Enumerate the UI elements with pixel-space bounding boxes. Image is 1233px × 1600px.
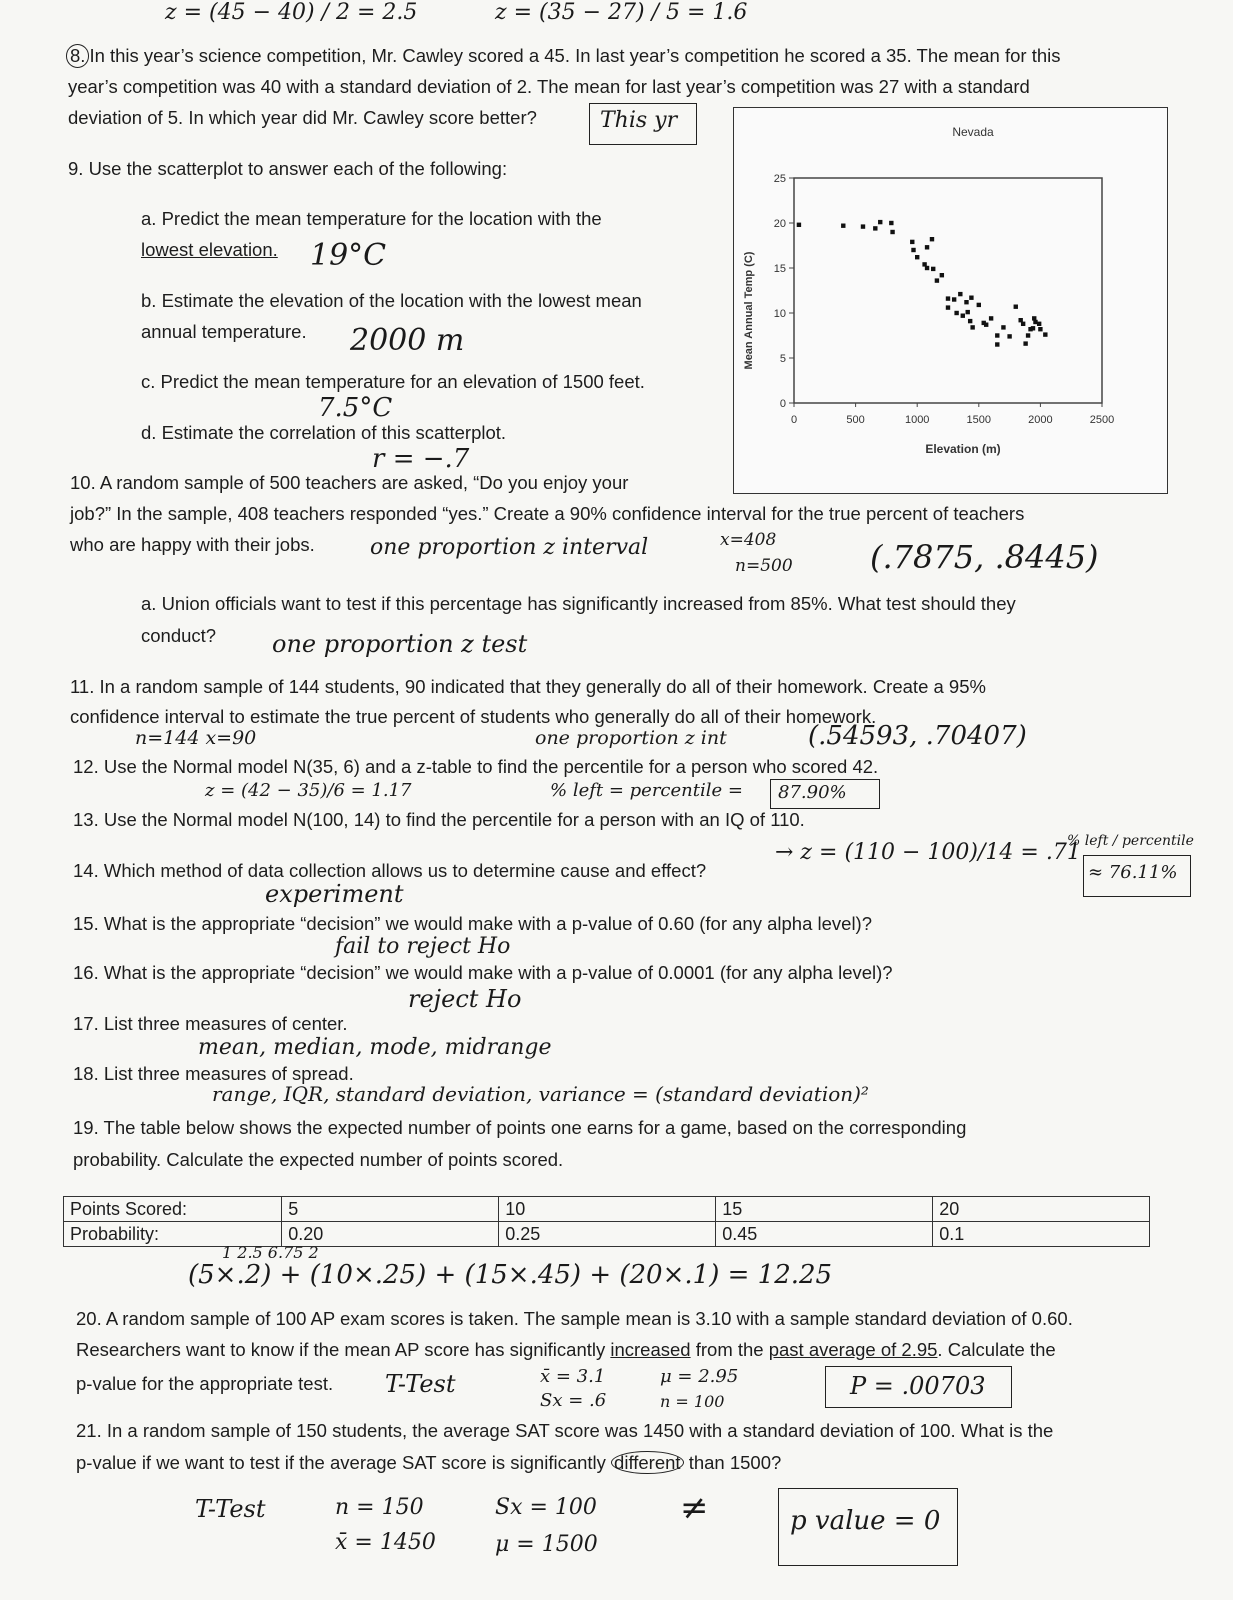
- q21-line2-pre: p-value if we want to test if the average SAT score is significantly: [76, 1452, 612, 1473]
- data-point: [946, 305, 950, 309]
- q21-line2-post: than 1500?: [683, 1452, 782, 1473]
- data-point: [1043, 332, 1047, 336]
- data-point: [946, 296, 950, 300]
- q16-text: 16. What is the appropriate “decision” we would make with a p-value of 0.0001 (for any alpha level)?: [73, 962, 893, 983]
- data-point: [915, 255, 919, 259]
- data-point: [797, 223, 801, 227]
- y-axis-label: Mean Annual Temp (C): [743, 251, 755, 370]
- q12-text: 12. Use the Normal model N(35, 6) and a z-table to find the percentile for a person who scored 42.: [73, 756, 879, 777]
- q11-given: n=144 x=90: [135, 727, 257, 749]
- chart-title: Nevada: [952, 125, 994, 139]
- data-point: [910, 240, 914, 244]
- q21-mu: μ = 1500: [495, 1532, 598, 1557]
- q16-answer: reject Ho: [408, 985, 522, 1013]
- data-point: [952, 297, 956, 301]
- y-tick-label: 10: [773, 308, 786, 320]
- data-point: [935, 278, 939, 282]
- data-point: [878, 220, 882, 224]
- data-point: [977, 303, 981, 307]
- data-point: [954, 311, 958, 315]
- probability-cell: 0.20: [282, 1222, 499, 1247]
- q11-line1: 11. In a random sample of 144 students, 90 indicated that they generally do all of their homework. Create a 95%: [70, 676, 986, 697]
- q10a-answer: one proportion z test: [272, 630, 528, 658]
- data-point: [931, 267, 935, 271]
- q12-z: z = (42 − 35)/6 = 1.17: [205, 780, 412, 801]
- q20-line2-mid: from the: [690, 1339, 769, 1360]
- q10-line1: 10. A random sample of 500 teachers are asked, “Do you enjoy your: [70, 472, 629, 493]
- q20-sx: Sx = .6: [540, 1390, 607, 1411]
- x-tick-label: 1000: [904, 414, 930, 426]
- probability-cell: 0.1: [933, 1222, 1150, 1247]
- q9b-line1: b. Estimate the elevation of the location with the lowest mean: [141, 290, 642, 311]
- y-tick-label: 20: [773, 218, 786, 230]
- q8-line1: [66, 40, 1060, 72]
- q11-line2: confidence interval to estimate the true percent of students who generally do all of their homework.: [70, 706, 877, 727]
- q14-text: 14. Which method of data collection allows us to determine cause and effect?: [73, 860, 707, 881]
- y-tick-label: 5: [779, 353, 786, 365]
- data-point: [861, 224, 865, 228]
- table-row: [64, 1197, 1150, 1222]
- q12-answer: 87.90%: [778, 782, 847, 803]
- scatterplot-svg: [734, 108, 1167, 493]
- hw-z-this-year: z = (45 − 40) / 2 = 2.5: [165, 0, 418, 25]
- q9a-line2: lowest elevation.: [141, 239, 278, 260]
- data-point: [841, 224, 845, 228]
- q19-partials: 1 2.5 6.75 2: [222, 1243, 319, 1262]
- q9d-text: d. Estimate the correlation of this scatterplot.: [141, 422, 507, 443]
- q20-answer: P = .00703: [850, 1372, 986, 1400]
- q13-percentile-label: % left / percentile: [1067, 833, 1194, 849]
- data-point: [925, 245, 929, 249]
- x-tick-label: 2000: [1028, 414, 1053, 426]
- q21-sx: Sx = 100: [495, 1495, 597, 1520]
- data-point: [873, 226, 877, 230]
- q10a-line1: a. Union officials want to test if this percentage has significantly increased from 85%. What test should they: [141, 593, 1016, 614]
- data-point: [961, 314, 965, 318]
- x-tick-label: 500: [846, 414, 865, 426]
- data-point: [958, 292, 962, 296]
- q20-line2: [76, 1334, 1056, 1366]
- q21-different: different: [611, 1451, 684, 1474]
- q10-line2: job?” In the sample, 408 teachers responded “yes.” Create a 90% confidence interval for the true percent of teachers: [70, 503, 1025, 524]
- data-point: [940, 273, 944, 277]
- q20-mu: μ = 2.95: [660, 1366, 739, 1387]
- data-point: [1007, 334, 1011, 338]
- q10a-line2: conduct?: [141, 625, 217, 646]
- data-point: [1037, 322, 1041, 326]
- data-point: [911, 248, 915, 252]
- q19-line2: probability. Calculate the expected number of points scored.: [73, 1149, 564, 1170]
- points-cell: 20: [933, 1197, 1150, 1222]
- q20-line3: p-value for the appropriate test.: [76, 1373, 334, 1394]
- q21-answer: p value = 0: [790, 1506, 941, 1536]
- q20-line2-post: . Calculate the: [937, 1339, 1056, 1360]
- q11-method: one proportion z int: [535, 727, 727, 749]
- data-point: [968, 319, 972, 323]
- y-tick-label: 0: [779, 398, 786, 410]
- data-point: [1014, 305, 1018, 309]
- q20-line2-pre: Researchers want to know if the mean AP score has significantly: [76, 1339, 611, 1360]
- points-cell: 5: [282, 1197, 499, 1222]
- q20-xbar: x̄ = 3.1: [540, 1366, 606, 1387]
- data-point: [995, 342, 999, 346]
- q21-test: T-Test: [195, 1495, 266, 1523]
- data-point: [964, 300, 968, 304]
- q11-interval: (.54593, .70407): [808, 721, 1027, 751]
- data-point: [1031, 326, 1035, 330]
- q21-line1: 21. In a random sample of 150 students, the average SAT score was 1450 with a standard deviation of 100. What is the: [76, 1420, 1054, 1441]
- data-point: [925, 266, 929, 270]
- q19-work: (5×.2) + (10×.25) + (15×.45) + (20×.1) = 12.25: [188, 1260, 833, 1290]
- q9d-answer: r = −.7: [372, 444, 470, 474]
- q12-percentile-label: % left = percentile =: [550, 780, 743, 801]
- q21-not-equal: ≠: [680, 1488, 709, 1528]
- q15-text: 15. What is the appropriate “decision” we would make with a p-value of 0.60 (for any alpha level)?: [73, 913, 873, 934]
- q20-increased: increased: [610, 1339, 691, 1360]
- data-point: [1026, 333, 1030, 337]
- q20-n: n = 100: [660, 1392, 725, 1411]
- q10-method: one proportion z interval: [370, 535, 649, 560]
- y-tick-label: 25: [773, 173, 786, 185]
- q15-answer: fail to reject Ho: [335, 934, 511, 959]
- probability-cell: 0.25: [499, 1222, 716, 1247]
- q10-x: x=408: [720, 530, 777, 550]
- data-point: [1023, 341, 1027, 345]
- q8-answer: This yr: [600, 108, 678, 133]
- plot-area-frame: [794, 178, 1102, 403]
- q18-answer: range, IQR, standard deviation, variance = (standard deviation)²: [212, 1082, 869, 1106]
- data-point: [890, 230, 894, 234]
- data-point: [970, 325, 974, 329]
- q20-past-average: past average of 2.95: [768, 1339, 938, 1360]
- q9a-line1: a. Predict the mean temperature for the location with the: [141, 208, 602, 229]
- q17-answer: mean, median, mode, midrange: [198, 1035, 552, 1060]
- q18-text: 18. List three measures of spread.: [73, 1063, 354, 1084]
- q20-line1: 20. A random sample of 100 AP exam scores is taken. The sample mean is 3.10 with a sample standard deviation of 0.60.: [76, 1308, 1073, 1329]
- q8-text-line1: In this year’s science competition, Mr. Cawley scored a 45. In last year’s competition he scored a 35. The mean for this: [89, 45, 1061, 66]
- points-label: Points Scored:: [64, 1197, 282, 1222]
- q14-answer: experiment: [265, 880, 404, 908]
- q9c-answer: 7.5°C: [318, 393, 393, 423]
- q8-line3: deviation of 5. In which year did Mr. Cawley score better?: [68, 107, 537, 128]
- q13-answer: ≈ 76.11%: [1088, 862, 1178, 883]
- y-tick-label: 15: [773, 263, 786, 275]
- data-point: [984, 323, 988, 327]
- q21-line2: [76, 1447, 781, 1479]
- hw-z-last-year: z = (35 − 27) / 5 = 1.6: [495, 0, 748, 25]
- points-cell: 10: [499, 1197, 716, 1222]
- q19-line1: 19. The table below shows the expected number of points one earns for a game, based on the corresponding: [73, 1117, 967, 1138]
- q13-text: 13. Use the Normal model N(100, 14) to find the percentile for a person with an IQ of 110.: [73, 809, 805, 830]
- data-point: [966, 310, 970, 314]
- q8-line2: year’s competition was 40 with a standard deviation of 2. The mean for last year’s competition was 27 with a standard: [68, 76, 1030, 97]
- q21-xbar: x̄ = 1450: [335, 1530, 436, 1555]
- data-point: [989, 316, 993, 320]
- x-tick-label: 0: [790, 414, 798, 426]
- q9c-text: c. Predict the mean temperature for an elevation of 1500 feet.: [141, 371, 645, 392]
- points-cell: 15: [716, 1197, 933, 1222]
- data-point: [995, 333, 999, 337]
- q9b-line2: annual temperature.: [141, 321, 307, 342]
- x-tick-label: 1500: [966, 414, 992, 426]
- points-probability-table: [63, 1196, 1150, 1247]
- q8-number: 8.: [66, 44, 89, 68]
- probability-cell: 0.45: [716, 1222, 933, 1247]
- x-axis-label: Elevation (m): [925, 442, 1001, 456]
- data-point: [1001, 325, 1005, 329]
- data-point: [1038, 327, 1042, 331]
- q13-z: → z = (110 − 100)/14 = .71: [775, 840, 1081, 865]
- q9a-answer: 19°C: [310, 238, 387, 273]
- data-point: [930, 237, 934, 241]
- q10-interval: (.7875, .8445): [870, 538, 1099, 576]
- probability-label: Probability:: [64, 1222, 282, 1247]
- q9b-answer: 2000 m: [350, 323, 465, 358]
- data-point: [1021, 322, 1025, 326]
- scatterplot-nevada: [733, 107, 1168, 494]
- q20-test: T-Test: [385, 1370, 456, 1398]
- q9-stem: 9. Use the scatterplot to answer each of the following:: [68, 158, 508, 179]
- q10-n: n=500: [735, 556, 793, 576]
- x-tick-label: 2500: [1089, 414, 1115, 426]
- q10-line3: who are happy with their jobs.: [70, 534, 315, 555]
- data-point: [969, 296, 973, 300]
- data-point: [889, 221, 893, 225]
- q17-text: 17. List three measures of center.: [73, 1013, 348, 1034]
- q21-n: n = 150: [335, 1495, 424, 1520]
